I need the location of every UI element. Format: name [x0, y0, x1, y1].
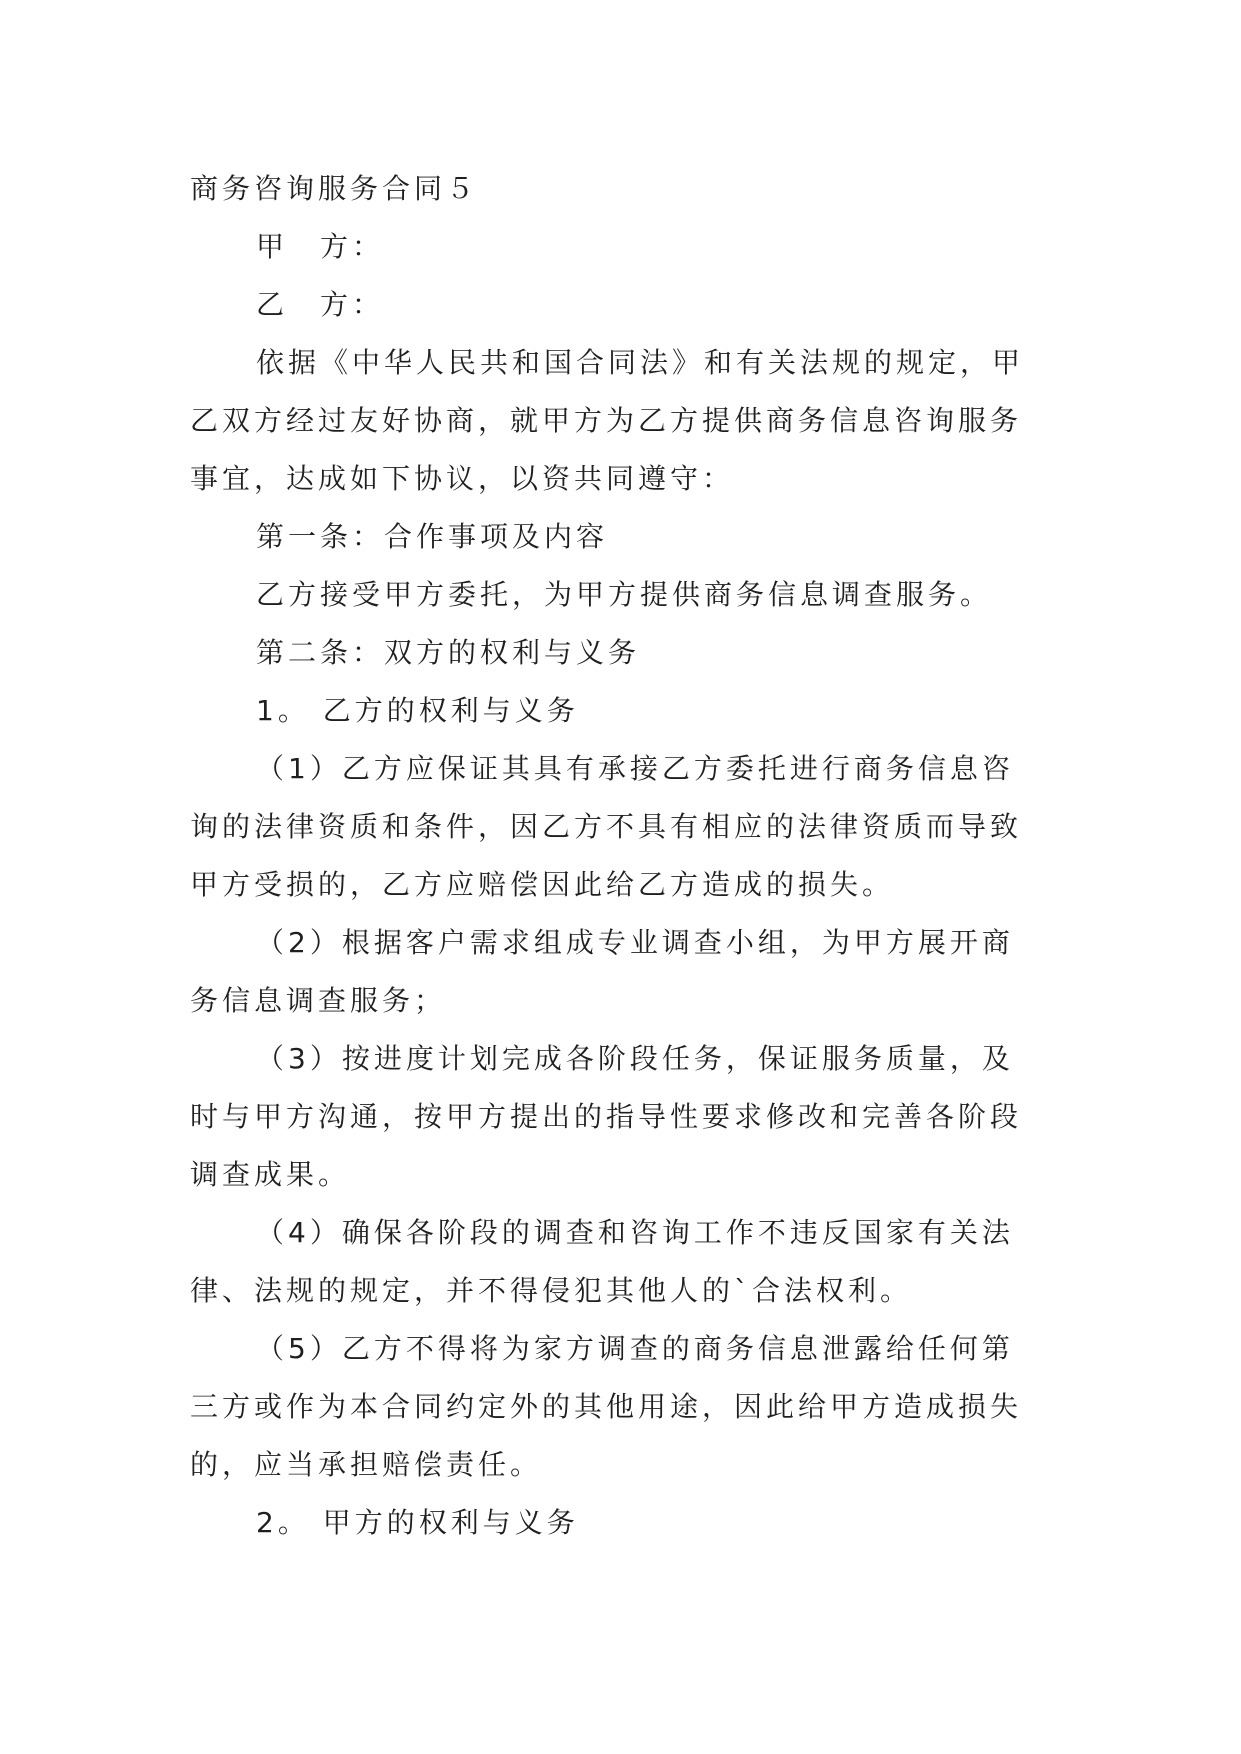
item5-line: 三方或作为本合同约定外的其他用途，因此给甲方造成损失 — [190, 1390, 1023, 1423]
item4-line: 律、法规的规定，并不得侵犯其他人的`合法权利。 — [190, 1274, 913, 1307]
article1-text: 乙方接受甲方委托，为甲方提供商务信息调查服务。 — [256, 578, 993, 611]
item1-line: （1）乙方应保证其具有承接乙方委托进行商务信息咨 — [256, 752, 1014, 785]
item5-line: （5）乙方不得将为家方调查的商务信息泄露给任何第 — [256, 1332, 1014, 1365]
item3-line: （3）按进度计划完成各阶段任务，保证服务质量，及 — [256, 1042, 1014, 1075]
article2-heading: 第二条：双方的权利与义务 — [256, 636, 641, 669]
section1-heading: 1。 乙方的权利与义务 — [256, 694, 579, 727]
party-a-label: 甲 方： — [256, 230, 385, 263]
item1-line: 询的法律资质和条件，因乙方不具有相应的法律资质而导致 — [190, 810, 1023, 843]
party-b-label: 乙 方： — [256, 288, 385, 321]
contract-page — [190, 160, 1052, 1552]
document-title: 商务咨询服务合同５ — [190, 172, 479, 205]
section2-heading: 2。 甲方的权利与义务 — [256, 1506, 579, 1539]
intro-line: 事宜，达成如下协议，以资共同遵守： — [190, 462, 735, 495]
item3-line: 调查成果。 — [190, 1158, 351, 1191]
intro-line: 依据《中华人民共和国合同法》和有关法规的规定，甲 — [256, 346, 1025, 379]
intro-line: 乙双方经过友好协商，就甲方为乙方提供商务信息咨询服务 — [190, 404, 1023, 437]
item2-line: （2）根据客户需求组成专业调查小组，为甲方展开商 — [256, 926, 1014, 959]
item4-line: （4）确保各阶段的调查和咨询工作不违反国家有关法 — [256, 1216, 1014, 1249]
item2-line: 务信息调查服务； — [190, 984, 447, 1017]
item5-line: 的，应当承担赔偿责任。 — [190, 1448, 543, 1481]
item1-line: 甲方受损的，乙方应赔偿因此给乙方造成的损失。 — [190, 868, 895, 901]
item3-line: 时与甲方沟通，按甲方提出的指导性要求修改和完善各阶段 — [190, 1100, 1023, 1133]
article1-heading: 第一条：合作事项及内容 — [256, 520, 609, 553]
